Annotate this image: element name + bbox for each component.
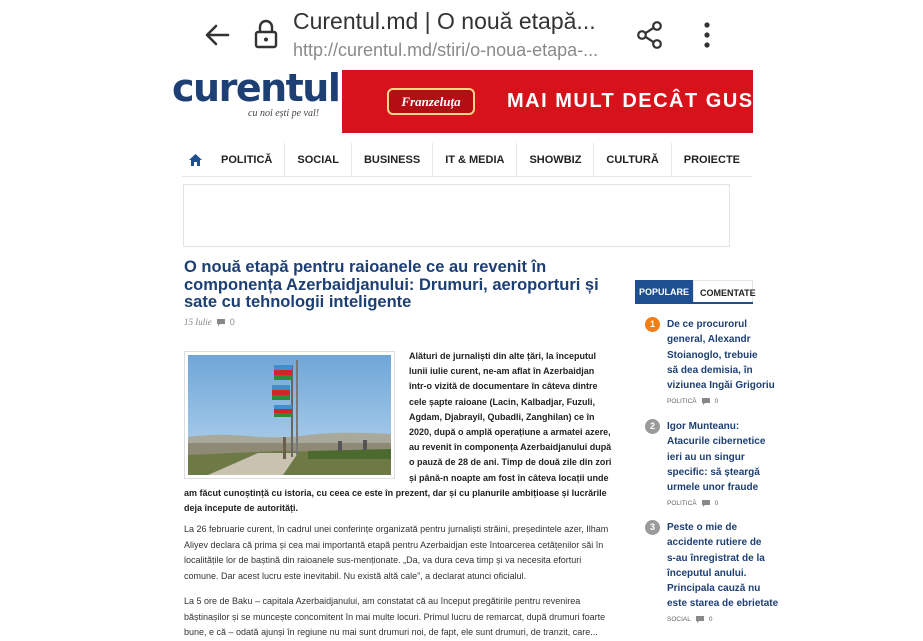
article-paragraph-2: La 5 ore de Baku – capitala Azerbaidjanului, am constatat că au început pregătirile pentru revenirea băștinașilor și se muncește concomitent în mai multe locuri. Primul lucru de remarcat, după drumuri foarte bune, e că – odată ajunși în regiune nu mai sunt drumuri noi, de fapt, ele sunt drumuri, de tranzit, care... [184,596,606,637]
article-intro [184,349,612,516]
title-line: De ce procurorul [667,319,748,330]
title-line: începutul anului. [667,567,747,579]
title-line: urmele unor fraude [667,482,759,494]
comment-icon [216,318,226,327]
title-line: accidente rutiere de [667,537,762,549]
category-label[interactable]: POLITICĂ [667,500,697,507]
category-label[interactable]: SOCIAL [667,616,691,623]
article-intro-text: Alături de jurnaliști din alte țări, la începutul lunii iulie curent, ne-am aflat în Azerbaidjan într-o vizită de documentare în câteva dintre cele șapte raioane (Lacin, Kalbadjar, Fuzuli, Agdam, Djabrayil, Qubadli, Zanghilan) ce în 2020, după o amplă operațiune a armatei azere, au revenit în componența Azerbaidjanului după o pauză de 28 de ani. Timp de două zile din zori și până-n noapte am fost în câteva locații unde am făcut cunoștință cu istoria, cu ceea ce este în prezent, dar și cu planurile ambițioase și lucrările deja începute de autorități. [184,351,612,514]
popular-item-title[interactable] [667,520,779,612]
comment-icon [701,499,711,508]
ad-placeholder [183,184,730,247]
popular-item-title[interactable] [667,419,767,495]
title-line: s-au înregistrat de la [667,552,765,564]
nav-item-proiecte[interactable]: PROIECTE [683,153,740,166]
article-comment-count[interactable]: 0 [229,317,235,327]
home-icon [189,154,202,166]
popular-item-title[interactable] [667,317,775,393]
lock-icon [253,18,279,50]
article-meta [184,317,235,327]
title-line: Principala cauză nu [667,583,761,595]
nav-item-business[interactable]: BUSINESS [352,143,433,177]
image-spacer [184,349,409,479]
banner-brand: Franzeluța [387,88,475,115]
banner-ad[interactable] [342,70,776,133]
popular-item-meta [667,397,718,406]
banner-slogan: MAI MULT DECÂT GUST! [507,90,776,112]
title-line: specific: să șteargă [667,466,760,478]
title-line: Atacurile cibernetice [667,436,766,448]
nav-item-it-media[interactable]: IT & MEDIA [433,143,517,177]
main-nav [182,143,752,177]
title-line: viziunea Ingăi Grigoriu [667,380,775,392]
article-date: 15 Iulie [184,317,212,327]
comment-icon [695,615,705,624]
comment-count: 0 [714,500,719,507]
comment-icon [701,397,711,406]
nav-item-politica[interactable]: POLITICĂ [209,143,285,177]
more-vertical-icon[interactable] [698,20,716,50]
nav-home[interactable] [182,143,209,177]
article-paragraph-1: La 26 februarie curent, în cadrul unei conferințe organizată pentru jurnaliști străini, președintele azer, Ilham Aliyev declara că prima și cea mai importantă etapă pentru Azerbaidjan este întoarcerea cetățenilor săi în localitățile lor de baștină din raioanele sus-menționate. „Da, va dura ceva timp și va necesita eforturi comune. Dar acest lucru este inevitabil. Nu există altă cale”, a declarat atunci oficialul. [184,524,609,581]
tab-comentate[interactable]: COMENTATE [693,280,753,302]
title-line: este starea de ebrietate [667,598,779,610]
rank-badge: 2 [645,419,660,434]
title-line: ieri au un singur [667,451,745,463]
sidebar-tabs [635,280,756,304]
back-arrow-icon[interactable] [200,18,234,52]
browser-toolbar [0,0,923,66]
rank-badge: 1 [645,317,660,332]
tab-populare[interactable]: POPULARE [635,280,693,302]
title-line: Igor Munteanu: [667,421,740,432]
article-title[interactable]: O nouă etapă pentru raioanele ce au revenit în componența Azerbaidjanului: Drumuri, aeroporturi și sate cu tehnologii inteligente [184,258,599,311]
logo-text: curentul [172,66,340,110]
site-header [170,66,776,136]
nav-item-social[interactable]: SOCIAL [285,143,352,177]
page-title[interactable]: Curentul.md | O nouă etapă... [293,8,596,34]
logo-tagline: cu noi ești pe val! [248,108,320,119]
nav-item-showbiz[interactable]: SHOWBIZ [517,143,594,177]
comment-count: 0 [708,616,713,623]
popular-sidebar [635,280,779,630]
title-line: general, Alexandr [667,334,751,346]
title-line: să dea demisia, în [667,364,753,376]
title-line: Peste o mie de [667,522,738,533]
title-line: Stoianoglo, trebuie [667,349,758,361]
url-field[interactable]: http://curentul.md/stiri/o-noua-etapa-... [293,40,599,60]
category-label[interactable]: POLITICĂ [667,398,697,405]
popular-item-meta [667,615,712,624]
rank-badge: 3 [645,520,660,535]
comment-count: 0 [714,398,719,405]
site-logo[interactable] [170,66,340,128]
nav-item-cultura[interactable]: CULTURĂ [594,143,671,177]
popular-item-meta [667,499,718,508]
share-icon[interactable] [635,20,665,50]
